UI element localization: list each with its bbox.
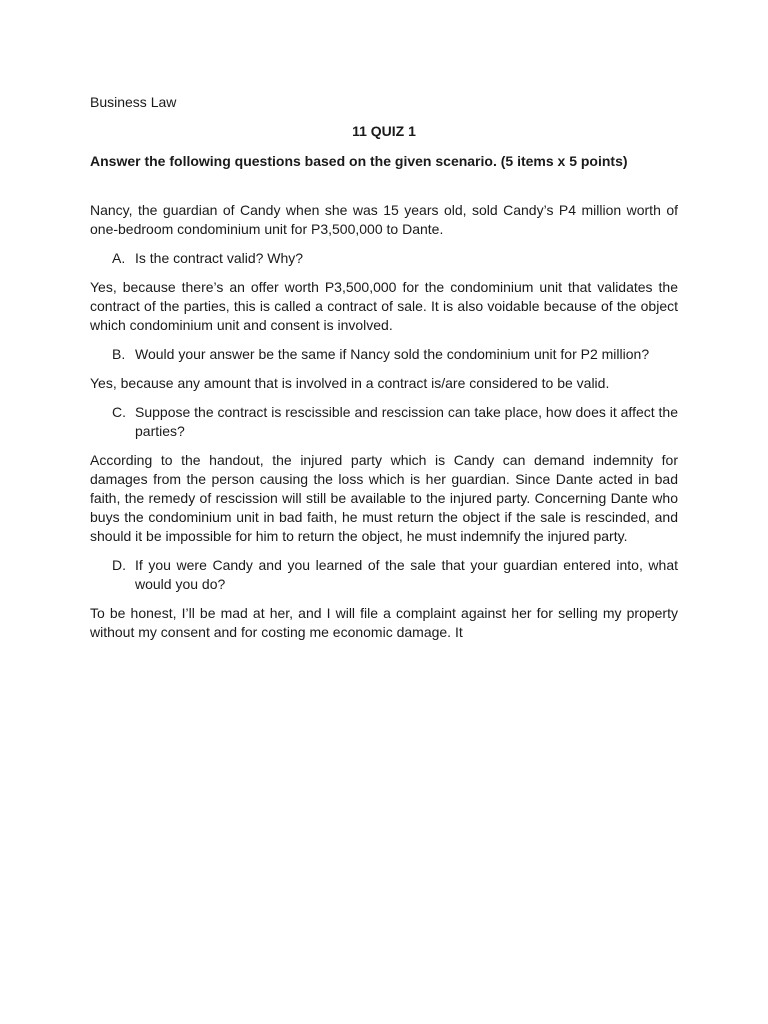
- scenario-paragraph: Nancy, the guardian of Candy when she was 15 years old, sold Candy’s P4 million worth of one-bedroom condominium unit for P3,500,000 to Dante.: [90, 202, 678, 237]
- question-letter: A.: [112, 250, 126, 266]
- question-c: [90, 403, 678, 441]
- question-text: Would your answer be the same if Nancy sold the condominium unit for P2 million?: [135, 346, 650, 362]
- question-d: [90, 556, 678, 594]
- course-name: Business Law: [90, 94, 177, 110]
- quiz-instructions: Answer the following questions based on the given scenario. (5 items x 5 points): [90, 153, 628, 169]
- question-letter: B.: [112, 346, 126, 362]
- answer-a: Yes, because there’s an offer worth P3,500,000 for the condominium unit that validates the contract of the parties, this is called a contract of sale. It is also voidable because of the object which condominium unit and consent is involved.: [90, 279, 678, 333]
- question-text: If you were Candy and you learned of the sale that your guardian entered into, what would you do?: [135, 557, 678, 592]
- answer-c: According to the handout, the injured party which is Candy can demand indemnity for damages from the person causing the loss which is her guardian. Since Dante acted in bad faith, the remedy of rescission will still be available to the injured party. Concerning Dante who buys the condominium unit in bad faith, he must return the object if the sale is rescinded, and should it be impossible for him to return the object, he must indemnify the injured party.: [90, 452, 678, 544]
- quiz-title: 11 QUIZ 1: [352, 123, 416, 139]
- answer-d: To be honest, I’ll be mad at her, and I will file a complaint against her for selling my property without my consent and for costing me economic damage. It: [90, 605, 678, 640]
- question-a: [90, 249, 678, 268]
- question-text: Suppose the contract is rescissible and rescission can take place, how does it affect the parties?: [135, 404, 678, 439]
- question-b: [90, 345, 678, 364]
- answer-b: Yes, because any amount that is involved in a contract is/are considered to be valid.: [90, 375, 610, 391]
- question-text: Is the contract valid? Why?: [135, 250, 304, 266]
- question-letter: D.: [112, 557, 126, 573]
- question-letter: C.: [112, 404, 126, 420]
